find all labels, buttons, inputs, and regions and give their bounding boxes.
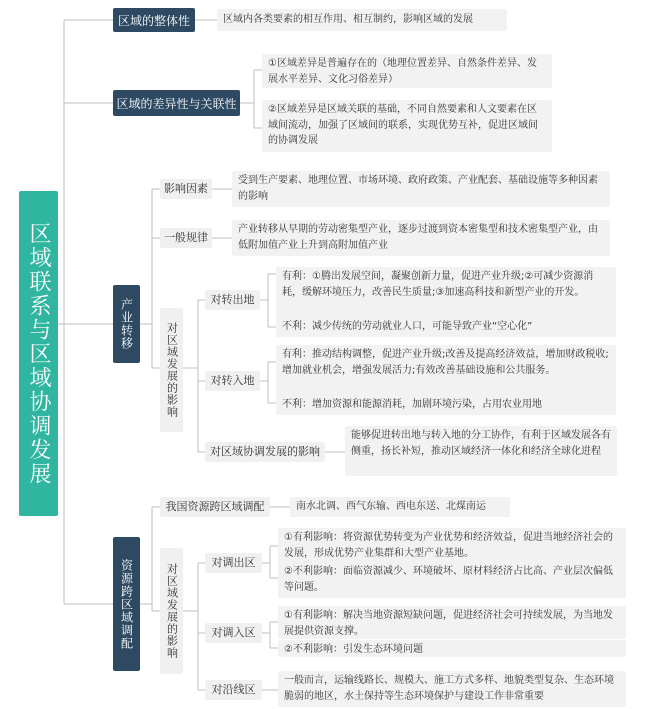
industry-rule-note (232, 220, 610, 256)
resource-out-con-text: ②不利影响：面临资源减少、环境破坏、原材料经济占比高、产业层次偏低等问题。 (284, 566, 613, 593)
industry-coord-note (345, 426, 617, 476)
resource-out-pro-text: ①有利影响：将资源优势转变为产业优势和经济效益，促进当地经济社会的发展，形成优势产业集群和大型产业基地。 (284, 532, 613, 559)
resource-out-pro-note (278, 528, 626, 564)
industry-factors-label: 影响因素 (160, 179, 212, 199)
resource-in-label: 对调入区 (205, 623, 262, 643)
industry-factors-note (232, 171, 610, 207)
industry-coord-text: 能够促进转出地与转入地的分工协作，有利于区域发展各有侧重，扬长补短，推动区域经济一体化和经济全球化进程 (351, 430, 611, 457)
resource-impact-label: 对区域发展的影响 (160, 548, 183, 674)
resource-out-label: 对调出区 (205, 553, 262, 573)
industry-rule-text: 产业转移从早期的劳动密集型产业，逐步过渡到资本密集型和技术密集型产业，由低附加值产业上升到高附加值产业 (238, 224, 598, 251)
difference-note-2 (262, 100, 552, 152)
industry-in-con-text: 不利：增加资源和能源消耗，加剧环境污染，占用农业用地 (282, 399, 542, 410)
resource-along-note (278, 671, 626, 707)
industry-impact-label: 对区域发展的影响 (160, 308, 183, 432)
industry-out-pro-text: 有利：①腾出发展空间，凝聚创新力量，促进产业升级;②可减少资源消耗，缓解环境压力，改善民生质量;③加速高科技和新型产业的开发。 (282, 271, 594, 298)
topic-industry-transfer: 产业转移 (113, 285, 140, 363)
industry-in-con-note (276, 395, 616, 415)
industry-in-pro-text: 有利：推动结构调整，促进产业升级;改善及提高经济效益，增加财政税收;增加就业机会，增强发展活力;有效改善基础设施和公共服务。 (282, 349, 609, 376)
resource-cn-label: 我国资源跨区域调配 (160, 497, 270, 517)
resource-cn-text: 南水北调、西气东输、西电东送、北煤南运 (296, 501, 486, 512)
resource-cn-note (290, 497, 510, 517)
industry-out-con-note (276, 317, 616, 337)
difference-text-1: ①区域差异是普遍存在的（地理位置差异、自然条件差异、发展水平差异、文化习俗差异） (268, 58, 537, 85)
resource-out-con-note (278, 562, 626, 598)
difference-note-1 (262, 54, 552, 88)
industry-rule-label: 一般规律 (160, 228, 212, 248)
industry-out-pro-note (276, 267, 616, 317)
industry-in-pro-note (276, 345, 616, 395)
resource-along-label: 对沿线区 (205, 680, 262, 700)
industry-coord-label: 对区域协调发展的影响 (205, 442, 325, 462)
industry-out-con-text: 不利：减少传统的劳动就业人口，可能导致产业“空心化” (282, 321, 533, 332)
resource-in-pro-text: ①有利影响：解决当地资源短缺问题，促进经济社会可持续发展，为当地发展提供资源支撑。 (284, 610, 613, 637)
topic-overall: 区域的整体性 (113, 8, 195, 32)
topic-resource-allocation: 资源跨区域调配 (113, 537, 140, 671)
industry-factors-text: 受到生产要素、地理位置、市场环境、政府政策、产业配套、基础设施等多种因素的影响 (238, 175, 598, 202)
overall-note (217, 9, 507, 31)
resource-in-con-note (278, 640, 626, 657)
resource-in-pro-note (278, 606, 626, 639)
difference-text-2: ②区域差异是区域关联的基础，不同自然要素和人文要素在区域间流动，加强了区域间的联系，实现优势互补，促进区域间的协调发展 (268, 104, 538, 146)
industry-out-label: 对转出地 (205, 290, 260, 310)
resource-in-con-text: ②不利影响：引发生态环境问题 (284, 644, 423, 655)
overall-text: 区域内各类要素的相互作用、相互制约，影响区域的发展 (223, 14, 473, 25)
root-topic: 区域联系与区域协调发展 (19, 191, 58, 516)
topic-difference: 区域的差异性与关联性 (113, 90, 240, 116)
industry-in-label: 对转入地 (205, 371, 260, 391)
resource-along-text: 一般而言，运输线路长、规模大、施工方式多样、地貌类型复杂、生态环境脆弱的地区，水土保持等生态环境保护与建设工作非常重要 (284, 675, 614, 702)
